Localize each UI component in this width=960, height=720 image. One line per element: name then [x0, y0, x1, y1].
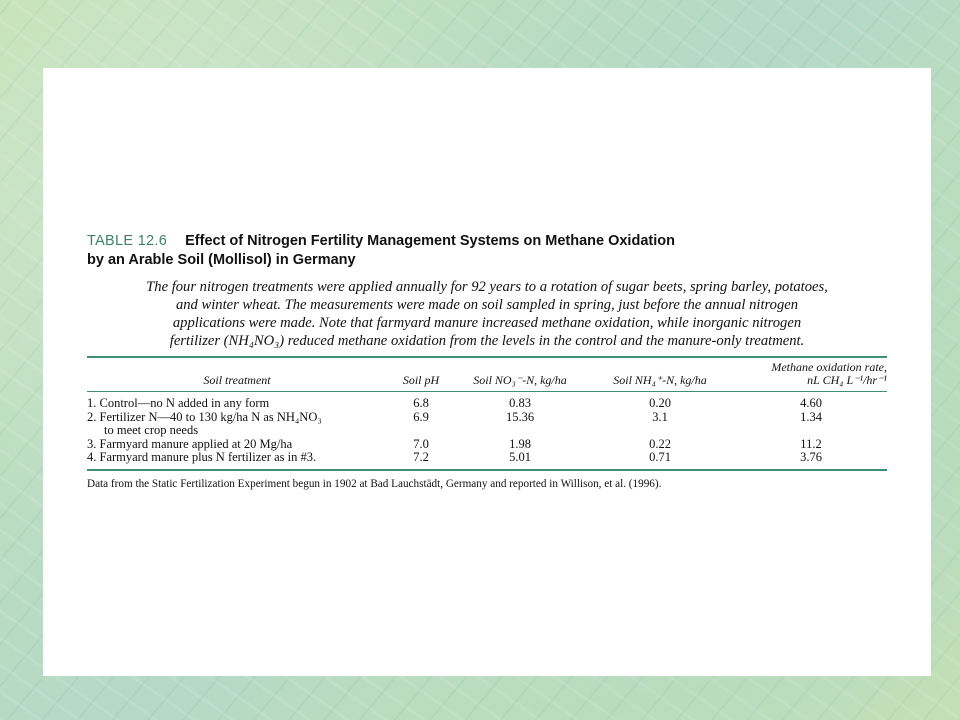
cell-treatment: 3. Farmyard manure applied at 20 Mg/ha: [87, 436, 293, 451]
table-title-line1: [87, 232, 887, 251]
caption-line: and winter wheat. The measurements were made on soil sampled in spring, just before the annual nitrogen: [175, 297, 799, 313]
cell-no3: 1.98: [509, 436, 531, 451]
cell-treatment-sub: to meet crop needs: [104, 423, 199, 437]
cell-methane: 11.2: [800, 436, 822, 451]
header-soil-treatment: Soil treatment: [203, 373, 271, 387]
table-title: Effect of Nitrogen Fertility Management Systems on Methane Oxidation: [185, 233, 675, 249]
table-row: [87, 451, 887, 465]
cell-treatment: [87, 411, 387, 438]
cell-methane: 4.60: [800, 396, 822, 410]
table-bottom-rule: [87, 469, 887, 471]
cell-treatment-main: 2. Fertilizer N—40 to 130 kg/ha N as NH₄NO₃: [87, 409, 322, 424]
header-methane-line1: Methane oxidation rate,: [771, 360, 887, 374]
cell-ph: 6.8: [413, 396, 429, 410]
table-label: TABLE 12.6: [87, 233, 168, 249]
cell-nh4: 0.20: [649, 396, 671, 410]
slide: [43, 68, 931, 676]
caption-line: fertilizer (NH₄NO₃) reduced methane oxidation from the levels in the control and the manure-only treatment.: [169, 333, 805, 349]
table-row: [87, 411, 887, 438]
table-block: [87, 232, 887, 490]
table-caption: [87, 278, 887, 350]
header-methane-line2: nL CH₄ L⁻¹/hr⁻¹: [807, 373, 887, 387]
table-footnote: Data from the Static Fertilization Experiment begun in 1902 at Bad Lauchstädt, Germany and reported in Willison, et al. (1996).: [87, 477, 662, 490]
header-methane-rate: [735, 358, 887, 391]
table-row: [87, 438, 887, 452]
cell-nh4: 0.22: [649, 436, 671, 451]
cell-methane: 3.76: [800, 450, 822, 464]
cell-no3: 15.36: [505, 409, 535, 424]
cell-ph: 6.9: [413, 409, 429, 424]
table-row: [87, 397, 887, 411]
data-table: [87, 358, 887, 471]
caption-line: The four nitrogen treatments were applied annually for 92 years to a rotation of sugar beets, spring barley, potatoes,: [146, 279, 828, 295]
cell-ph: 7.2: [413, 450, 429, 464]
table-header-row: [87, 358, 887, 391]
header-soil-no3: Soil NO₃⁻-N, kg/ha: [473, 373, 567, 387]
cell-ph: 7.0: [413, 436, 429, 451]
header-soil-ph: Soil pH: [402, 373, 440, 387]
cell-methane: 1.34: [800, 409, 822, 424]
cell-nh4: 3.1: [652, 409, 668, 424]
header-soil-nh4: Soil NH₄⁺-N, kg/ha: [613, 373, 707, 387]
caption-line: applications were made. Note that farmyard manure increased methane oxidation, while inorganic nitrogen: [172, 315, 802, 331]
cell-no3: 0.83: [509, 396, 531, 410]
table-title-line2: by an Arable Soil (Mollisol) in Germany: [87, 252, 356, 268]
cell-nh4: 0.71: [649, 450, 671, 464]
cell-treatment: 4. Farmyard manure plus N fertilizer as in #3.: [87, 450, 317, 464]
cell-treatment: 1. Control—no N added in any form: [87, 396, 270, 410]
cell-no3: 5.01: [509, 450, 531, 464]
